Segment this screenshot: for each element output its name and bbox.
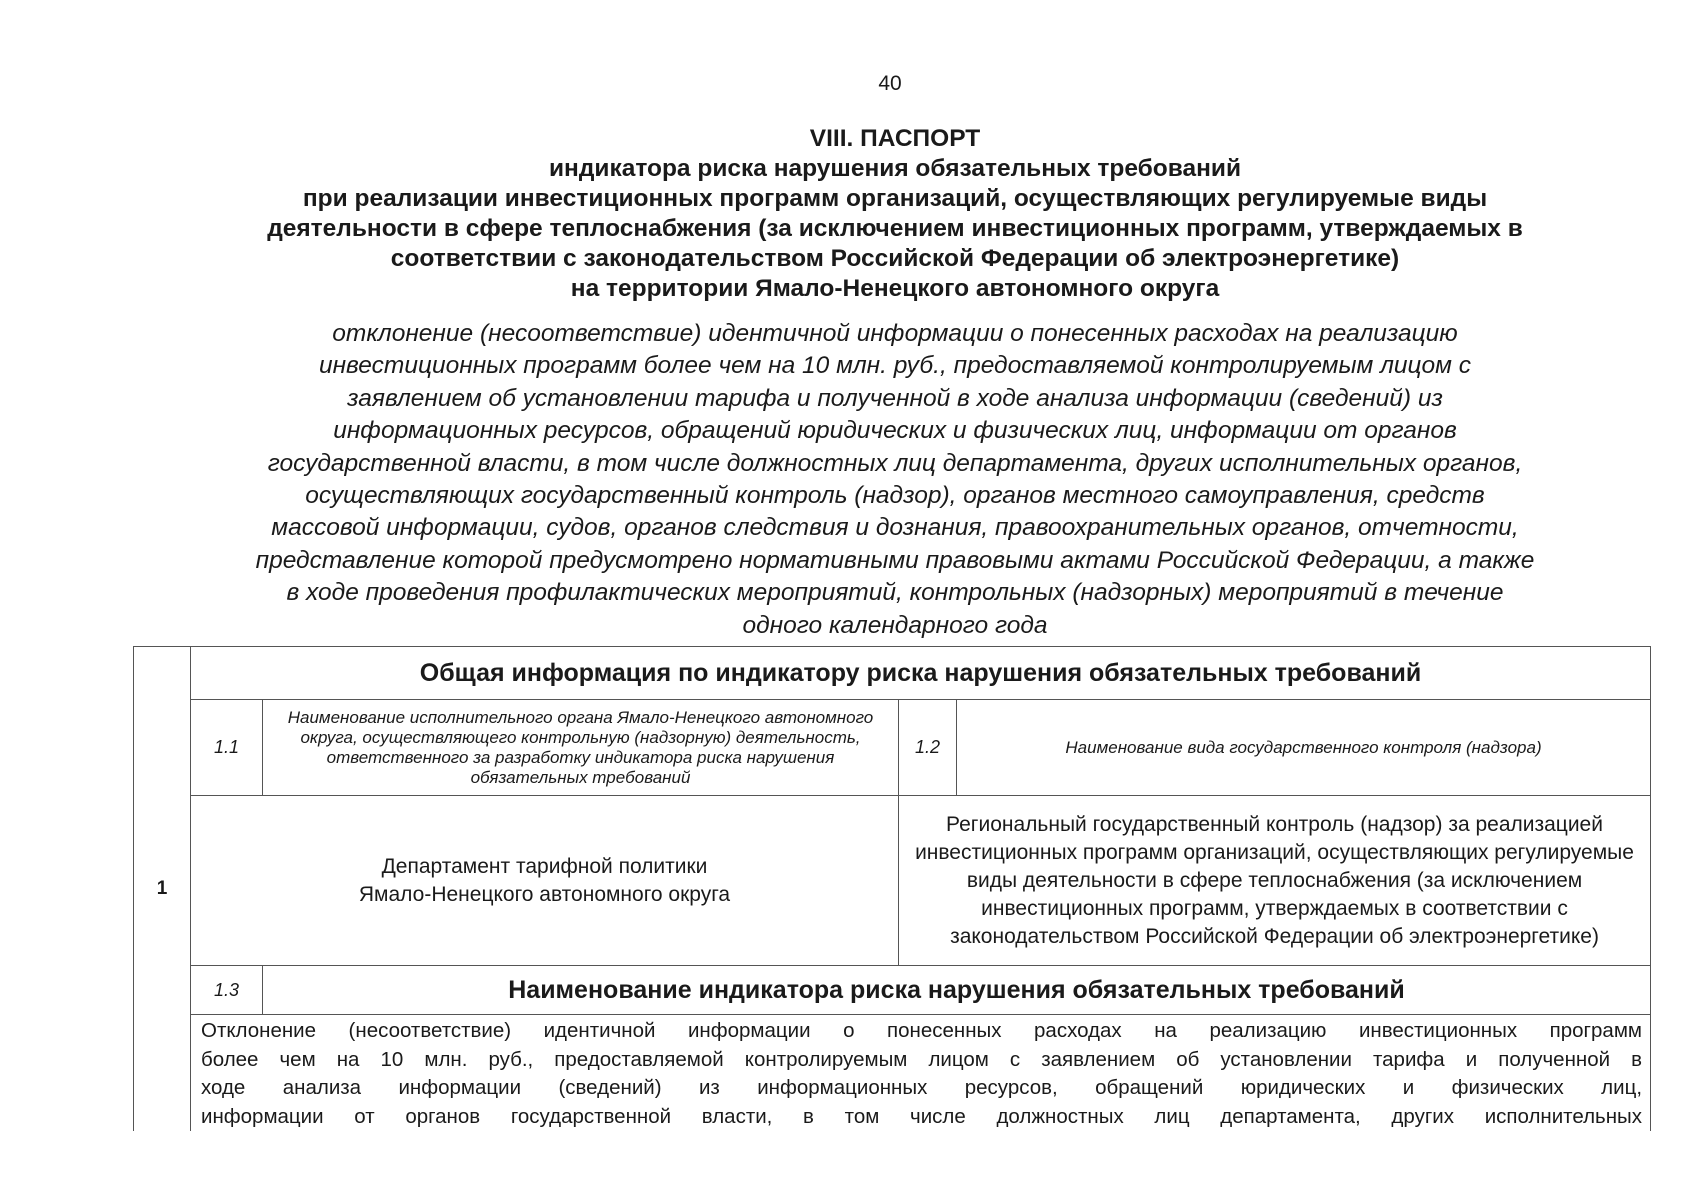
executive-body-value	[191, 796, 899, 966]
heading-line: соответствии с законодательством Российской Федерации об электроэнергетике)	[390, 245, 1400, 272]
section-number: 1	[134, 647, 191, 1132]
control-type-label: Наименование вида государственного контроля (надзора)	[957, 700, 1651, 796]
indicator-text-line: более чем на 10 млн. руб., предоставляемой контролируемым лицом с заявлением об установлении тарифа и полученной в	[201, 1047, 1643, 1071]
heading-line: на территории Ямало-Ненецкого автономного округа	[570, 275, 1220, 302]
heading-line: индикатора риска нарушения обязательных требований	[548, 155, 1242, 182]
description-line: осуществляющих государственный контроль (надзор), органов местного самоуправления, средств	[305, 482, 1485, 510]
heading-line: деятельности в сфере теплоснабжения (за исключением инвестиционных программ, утверждаемых в	[267, 215, 1523, 242]
heading-line: при реализации инвестиционных программ организаций, осуществляющих регулируемые виды	[302, 185, 1488, 212]
item-number-1-1: 1.1	[191, 700, 263, 796]
passport-table	[133, 646, 1651, 1131]
description-line: представление которой предусмотрено нормативными правовыми актами Российской Федерации, а также	[255, 546, 1535, 574]
indicator-text-line: Отклонение (несоответствие) идентичной информации о понесенных расходах на реализацию инвестиционных программ	[201, 1019, 1643, 1042]
indicator-name-text	[191, 1015, 1651, 1132]
executive-body-label: Наименование исполнительного органа Ямало-Ненецкого автономного округа, осуществляющего контрольную (надзорную) деятельность, ответственного за разработку индикатора риска нарушения обязательных требований	[263, 700, 899, 796]
control-type-value: Региональный государственный контроль (надзор) за реализацией инвестиционных программ организаций, осуществляющих регулируемые виды деятельности в сфере теплоснабжения (за исключением инвестиционных программ, утверждаемых в соответствии с законодательством Российской Федерации об электроэнергетике)	[899, 796, 1651, 966]
description-line: в ходе проведения профилактических мероприятий, контрольных (надзорных) мероприятий в течение	[286, 579, 1504, 607]
indicator-name-title: Наименование индикатора риска нарушения обязательных требований	[263, 966, 1651, 1015]
section-title: Общая информация по индикатору риска нарушения обязательных требований	[191, 647, 1651, 700]
section-heading	[120, 124, 1670, 304]
indicator-text-line: информации от органов государственной власти, в том числе должностных лиц департамента, других исполнительных	[201, 1104, 1643, 1128]
description-line: одного календарного года	[742, 611, 1048, 639]
executive-body-line: Департамент тарифной политики	[381, 854, 708, 878]
item-number-1-3: 1.3	[191, 966, 263, 1015]
description-line: инвестиционных программ более чем на 10 млн. руб., предоставляемой контролируемым лицом с	[318, 352, 1472, 380]
description-line: отклонение (несоответствие) идентичной информации о понесенных расходах на реализацию	[332, 320, 1458, 347]
description-line: информационных ресурсов, обращений юридических и физических лиц, информации от органов	[333, 417, 1457, 445]
executive-body-line: Ямало-Ненецкого автономного округа	[358, 882, 731, 906]
page-number: 40	[878, 72, 902, 95]
description-line: заявлением об установлении тарифа и полученной в ходе анализа информации (сведений) из	[347, 384, 1443, 412]
indicator-description	[120, 318, 1670, 642]
heading-line: VIII. ПАСПОРТ	[809, 125, 981, 152]
item-number-1-2: 1.2	[899, 700, 957, 796]
description-line: государственной власти, в том числе должностных лиц департамента, других исполнительных органов,	[267, 449, 1523, 477]
description-line: массовой информации, судов, органов следствия и дознания, правоохранительных органов, отчетности,	[271, 514, 1519, 542]
indicator-text-line: ходе анализа информации (сведений) из информационных ресурсов, обращений юридических и физических лиц,	[201, 1076, 1643, 1099]
